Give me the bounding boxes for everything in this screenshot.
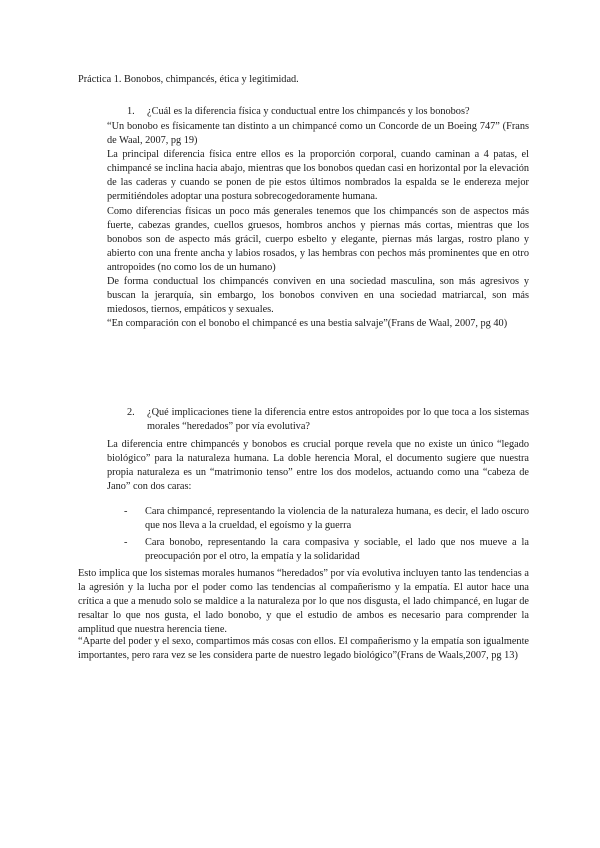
question-1-text: ¿Cuál es la diferencia física y conductual entre los chimpancés y los bonobos? — [147, 106, 470, 117]
document-title: Práctica 1. Bonobos, chimpancés, ética y legitimidad. — [78, 74, 299, 85]
q2-paragraph-1: La diferencia entre chimpancés y bonobos es crucial porque revela que no existe un único “legado biológico” para la naturaleza humana. La doble herencia Moral, el documento sugiere que nuestra propia naturaleza es un “matrimonio tenso” entre los dos modelos, actuando como una “cabeza de Jano” con dos caras: — [107, 439, 529, 493]
q1-paragraph-3: De forma conductual los chimpancés conviven en una sociedad masculina, son más agresivos y buscan la jerarquía, sin embargo, los bonobos conviven en una sociedad matriarcal, son más miedosos, tiernos, empáticos y sexuales. — [107, 276, 529, 316]
question-1-number: 1. — [127, 106, 135, 117]
question-1 — [127, 105, 529, 119]
bullet-chimpance — [124, 505, 529, 533]
q1-paragraph-1: La principal diferencia física entre ellos es la proporción corporal, cuando caminan a 4 patas, el chimpancé se inclina hacia abajo, mientras que los bonobos quedan casi en horizontal por la elevación de las caderas y cuando se ponen de pie estos últimos nombrados la espalda se le endereza mejor permitiéndoles adoptar una postura sobrecogedoramente humana. — [107, 149, 529, 203]
q1-quote-2: “En comparación con el bonobo el chimpancé es una bestia salvaje”(Frans de Waal, 2007, pg 40) — [107, 318, 508, 330]
question-2-number: 2. — [127, 407, 135, 418]
q2-closing-quote: “Aparte del poder y el sexo, compartimos más cosas con ellos. El compañerismo y la empatía son igualmente importantes, pero rara vez se les considera parte de nuestro legado biológico”(Frans de Waals,2007, pg 13) — [78, 636, 529, 662]
q2-paragraph-2: Esto implica que los sistemas morales humanos “heredados” por vía evolutiva incluyen tanto las tendencias a la agresión y la lucha por el poder como las tendencias al compañerismo y la empatía. El autor hace una crítica a que a menudo solo se maldice a la naturaleza por lo que nos disgusta, el lado chimpancé, en lugar de resaltar lo que nos gusta, el lado bonobo, y que el estudio de ambos es necesario para comprender la amplitud que nuestra herencia tiene. — [78, 568, 529, 636]
q1-paragraph-2: Como diferencias físicas un poco más generales tenemos que los chimpancés son de aspectos más fuerte, cabezas grandes, cuellos gruesos, hombros anchos y piernas más cortas, mientras que los bonobos son de aspecto más grácil, cuerpo esbelto y elegante, piernas más largas, rostro plano y abierto con una frente ancha y labios rosados, y las hembras con pechos más prominentes que en otro antropoides (no como los de un humano) — [107, 205, 529, 273]
bullet-bonobo — [124, 536, 529, 564]
question-2-text: ¿Qué implicaciones tiene la diferencia entre estos antropoides por lo que toca a los sistemas morales “heredados” por vía evolutiva? — [147, 407, 529, 433]
q1-answer — [107, 120, 529, 331]
bullet-text: Cara bonobo, representando la cara compasiva y sociable, el lado que nos mueve a la preocupación por el otro, la empatía y la solidaridad — [145, 537, 529, 563]
bullet-text: Cara chimpancé, representando la violencia de la naturaleza humana, es decir, el lado oscuro que nos lleva a la crueldad, el egoísmo y la guerra — [145, 506, 529, 532]
q1-quote: “Un bonobo es físicamente tan distinto a un chimpancé como un Concorde de un Boeing 747” (Frans de Waal, 2007, pg 19) — [107, 121, 529, 147]
question-2 — [127, 406, 529, 434]
dash-marker: - — [124, 506, 128, 517]
dash-marker: - — [124, 537, 128, 548]
